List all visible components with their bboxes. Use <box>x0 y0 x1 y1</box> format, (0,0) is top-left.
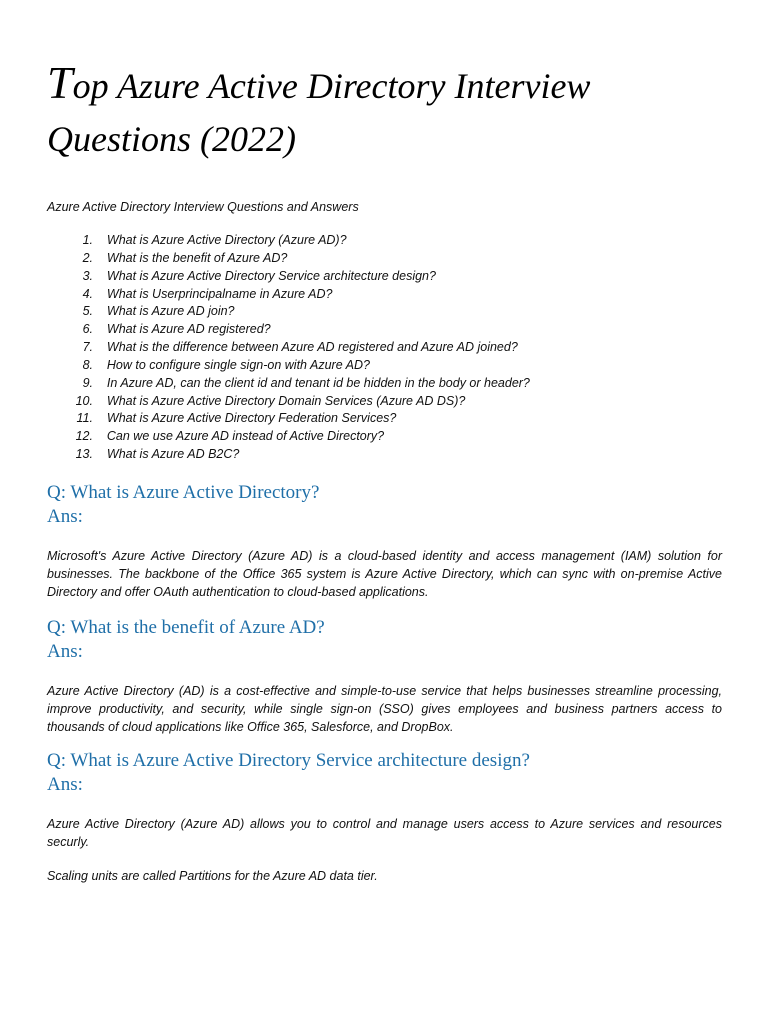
list-number: 1. <box>82 233 93 247</box>
list-number: 2. <box>82 250 93 265</box>
list-number: 12. <box>75 429 93 444</box>
list-text-value: What is Azure Active Directory (Azure AD)? <box>106 233 347 247</box>
list-item <box>47 393 530 411</box>
list-text-value: How to configure single sign-on with Azure AD? <box>106 357 370 372</box>
list-number: 13. <box>75 447 93 462</box>
list-text <box>93 339 518 357</box>
list-text <box>93 357 370 375</box>
list-item <box>47 268 530 286</box>
list-text <box>93 428 384 446</box>
list-text-value: What is Azure Active Directory Service architecture design? <box>106 268 436 283</box>
list-text-value: Can we use Azure AD instead of Active Directory? <box>106 429 385 444</box>
title-dropcap: T <box>47 57 73 108</box>
list-text <box>93 268 436 286</box>
qa-section-2 <box>47 616 722 736</box>
list-text <box>93 232 347 250</box>
list-number: 5. <box>82 304 93 319</box>
list-text <box>93 250 287 268</box>
list-item <box>47 428 530 446</box>
list-text-value: What is the benefit of Azure AD? <box>106 250 288 265</box>
list-number: 8. <box>82 357 93 372</box>
answer-paragraph: Microsoft's Azure Active Directory (Azure AD) is a cloud-based identity and access management (IAM) solution for businesses. The backbone of the Office 365 system is Azure Active Directory, which can sync with on-premise Active Directory and offer OAuth authentication to cloud-based applications. <box>47 549 722 599</box>
list-text-value: In Azure AD, can the client id and tenant id be hidden in the body or header? <box>106 375 530 390</box>
list-text <box>93 303 235 321</box>
list-item <box>47 321 530 339</box>
qa-section-1 <box>47 481 722 601</box>
question-heading: Q: What is the benefit of Azure AD? <box>47 617 325 638</box>
title-text: op Azure Active Directory Interview Questions (2022) <box>47 66 591 159</box>
list-text <box>93 321 271 339</box>
list-text <box>93 446 239 464</box>
list-text <box>93 410 396 428</box>
list-text-value: What is Azure AD join? <box>106 304 235 319</box>
list-item <box>47 232 530 250</box>
list-number: 4. <box>82 286 93 301</box>
list-item <box>47 357 530 375</box>
list-item <box>47 250 530 268</box>
list-text-value: What is Userprincipalname in Azure AD? <box>106 286 333 301</box>
list-text-value: What is Azure AD B2C? <box>106 447 240 462</box>
list-number: 3. <box>82 268 93 283</box>
list-item <box>47 410 530 428</box>
answer-label: Ans: <box>47 506 83 527</box>
list-item <box>47 375 530 393</box>
list-text-value: What is the difference between Azure AD registered and Azure AD joined? <box>106 340 518 355</box>
list-number: 9. <box>82 375 93 390</box>
answer-label: Ans: <box>47 774 83 795</box>
list-text-value: What is Azure Active Directory Domain Services (Azure AD DS)? <box>106 393 466 408</box>
answer-paragraph: Azure Active Directory (AD) is a cost-effective and simple-to-use service that helps businesses streamline processing, improve productivity, and security, while single sign-on (SSO) gives employees and business partners access to thousands of cloud applications like Office 365, Salesforce, and DropBox. <box>47 684 722 734</box>
list-text-value: What is Azure Active Directory Federation Services? <box>106 411 397 426</box>
list-number: 6. <box>82 322 93 337</box>
list-text <box>93 393 465 411</box>
list-item <box>47 303 530 321</box>
page-title <box>47 56 707 166</box>
question-heading: Q: What is Azure Active Directory? <box>47 482 320 503</box>
question-list <box>47 232 530 464</box>
list-number: 10. <box>75 393 93 408</box>
answer-paragraph: Scaling units are called Partitions for the Azure AD data tier. <box>47 869 378 883</box>
list-item <box>47 286 530 304</box>
list-number: 11. <box>76 411 93 426</box>
list-text-value: What is Azure AD registered? <box>106 322 271 337</box>
list-item <box>47 446 530 464</box>
list-number: 7. <box>82 340 93 355</box>
question-heading: Q: What is Azure Active Directory Service architecture design? <box>47 750 530 771</box>
list-text <box>93 375 530 393</box>
list-text <box>93 286 332 304</box>
answer-label: Ans: <box>47 641 83 662</box>
answer-paragraph: Azure Active Directory (Azure AD) allows you to control and manage users access to Azure services and resources securly. <box>47 817 722 849</box>
list-item <box>47 339 530 357</box>
subtitle: Azure Active Directory Interview Questions and Answers <box>47 200 359 214</box>
qa-section-3 <box>47 749 722 885</box>
